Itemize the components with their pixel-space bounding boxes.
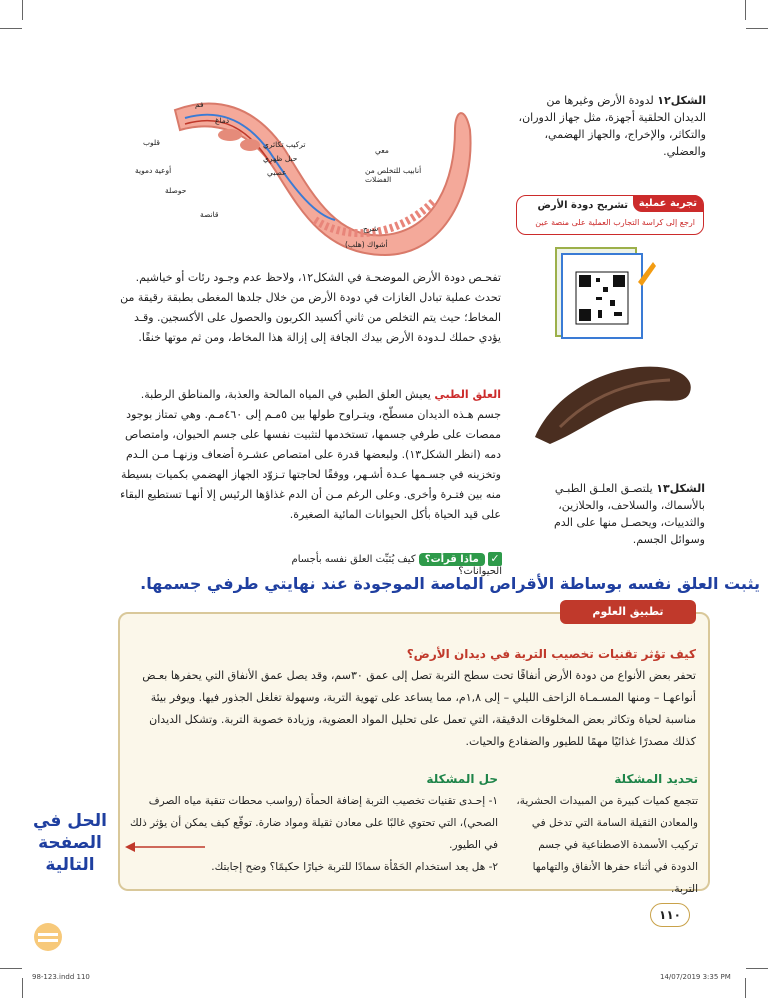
label-mouth: فم (195, 100, 204, 109)
crop-mark (22, 0, 23, 20)
leech-heading: العلق الطبي (434, 388, 501, 401)
label-hearts: قلوب (143, 138, 161, 147)
solution-item-1: ١- إحـدى تقنيات تخصيب التربة إضافة الحمأة (رواسب محطات تنقية مياه الصرف الصحي)، التي تحتوي غالبًا على معادن ثقيلة ومواد ضارة. توقّع كيف يمكن أن يؤثر ذلك في الطيور. (130, 795, 498, 851)
side-note: الحل في الصفحة التالية (33, 811, 107, 875)
label-reproductive: تركيب تكاثري (263, 140, 306, 149)
figure-12-label: الشكل١٢ (657, 94, 706, 107)
leech-photo (530, 352, 700, 447)
label-gizzard: قانصة (200, 210, 219, 219)
problem-heading: تحديد المشكلة (614, 772, 698, 786)
label-intestine: معي (375, 146, 389, 155)
leech-paragraph (115, 385, 501, 525)
check-icon: ✓ (488, 552, 502, 566)
figure-13-caption (535, 480, 705, 548)
crop-mark (0, 28, 22, 29)
problem-column (508, 768, 698, 900)
earthworm-anatomy-figure (135, 90, 480, 260)
crop-mark (746, 968, 768, 969)
crop-mark (746, 28, 768, 29)
lab-experiment-subtitle: ارجع إلى كراسة التجارب العملية على منصة عين (535, 218, 695, 227)
label-blood-vessels: أوعية دموية (135, 166, 172, 175)
qr-code-notebook-icon[interactable] (548, 242, 658, 342)
label-brain: دماغ (215, 116, 230, 125)
footer-file-name: 98-123.indd 110 (32, 973, 90, 981)
problem-text: تتجمع كميات كبيرة من المبيدات الحشرية، والمعادن الثقيلة السامة التي تدخل في تركيب الأسمدة الاصطناعية في جسم الدودة في أثناء حفرها الأنفاق والتهامها التربة. (516, 795, 698, 895)
figure-13-label: الشكل١٣ (656, 482, 705, 495)
answer-text: يثبت العلق نفسه بوساطة الأقراص الماصة الموجودة عند نهايتي طرفي جسمها. (140, 574, 760, 593)
label-nerve-cord: حبل ظهري (263, 154, 298, 163)
crop-mark (22, 978, 23, 998)
label-anus: شرج (363, 224, 379, 233)
label-excretory: أنابيب للتخلص من الفضلات (365, 166, 422, 184)
solution-heading: حل المشكلة (426, 772, 498, 786)
figure-12-caption (518, 92, 706, 160)
arrow-left-icon (125, 838, 205, 850)
footer-timestamp: 14/07/2019 3:35 PM (660, 973, 731, 981)
label-setae: أشواك (هلب) (345, 240, 388, 249)
lab-experiment-box[interactable] (516, 195, 704, 235)
crop-mark (745, 978, 746, 998)
lab-experiment-title: تشريح دودة الأرض (537, 200, 628, 211)
solution-item-2: ٢- هل يعد استخدام الحَمْأة سمادًا للتربة خيارًا حكيمًا؟ وضح إجابتك. (211, 861, 498, 873)
reading-check-tag: ماذا قرأت؟ (419, 553, 485, 566)
reading-check-question: كيف يُثبِّت العلق نفسه بأجسام الحيوانات؟ (291, 554, 502, 577)
crop-mark (0, 968, 22, 969)
reading-check (280, 552, 502, 577)
figure-12-text: لدودة الأرض وغيرها من الديدان الحلقية أجهزة، مثل جهاز الدوران، والتكاثر، والإخراج، والجهاز الهضمي، والعضلي. (518, 94, 706, 158)
science-application-question: كيف تؤثر تقنيات تخصيب التربة في ديدان الأرض؟ (406, 647, 696, 661)
publisher-logo-icon (28, 917, 68, 953)
label-nerve: عصبي (267, 168, 287, 177)
leech-text: يعيش العلق الطبي في المياه المالحة والعذبة، والمناطق الرطبة. جسم هـذه الديدان مسطّح، ويتـراوح طولها بين ٥مـم إلى ٤٦٠مـم. وهي تمتاز بوجود ممصات على طرفي جسمها، تستخدمها لتثبيت نفسها على جسم الحيوان، وامتصاص دمه (انظر الشكل١٣). ولبعضها قدرة على امتصاص عشـرة أضعاف وزنهـا مـن الـدم وتخزينه في جسـمها عـدة أشـهر، ووفقًا لحاجتها تـزوّد الجهاز الهضمي بكميات بسيطة منه بين فتـرة وأخرى. وعلى الرغم مـن أن الدم غذاؤها الرئيس إلا أنهـا تستطيع البقاء على قيد الحياة بأكل الحيوانات المائية الصغيرة. (120, 388, 501, 521)
crop-mark (745, 0, 746, 20)
earthworm-paragraph: تفحـص دودة الأرض الموضحـة في الشكل١٢، ولاحظ عدم وجـود رئات أو خياشيم. تحدث عملية تبادل الغازات في دودة الأرض من خلال جلدها المغطى بطبقة رقيقة من المخاط؛ حيث يتم التخلص من ثاني أكسيد الكربون والحصول على الأكسجين. وقـد يؤدي حملك لـدودة الأرض بيدك الجافة إلى إزالة هذا المخاط، ومن ثم موتها خنقًا. (120, 271, 501, 344)
lab-experiment-tag: تجربة عملية (633, 195, 703, 212)
label-crop: حوصلة (165, 186, 187, 195)
science-application-paragraph: تحفر بعض الأنواع من دودة الأرض أنفاقًا تحت سطح التربة تصل إلى عمق ٣٠سم، وقد يصل عمق الأنفاق التي يحفرها بعـض أنواعهـا – ومنها المسـمـاة الزاحف الليلي – إلى ١,٨م، مما يساعد على تهوية التربة، وسهولة تغلغل الجذور فيها. ويوفر بيئة مناسبة لحياة وتكاثر بعض المخلوقات الدقيقة، التي تعمل على تحليل المواد العضوية، وزيادة خصوبة التربة. وتشكل الديدان كذلك مصدرًا غذائيًا مهمًا للطيور والضفادع والحيات. (142, 669, 696, 748)
page-number: ١١٠ (650, 903, 690, 927)
science-application-tag: تطبيق العلوم (560, 600, 696, 624)
figure-13-text: يلتصـق العلـق الطبـي بالأسماك، والسلاحف، والحلازين، والثدييات، ويحصـل منها على الدم وسوائل الجسم. (553, 482, 705, 546)
solution-column (128, 768, 498, 878)
